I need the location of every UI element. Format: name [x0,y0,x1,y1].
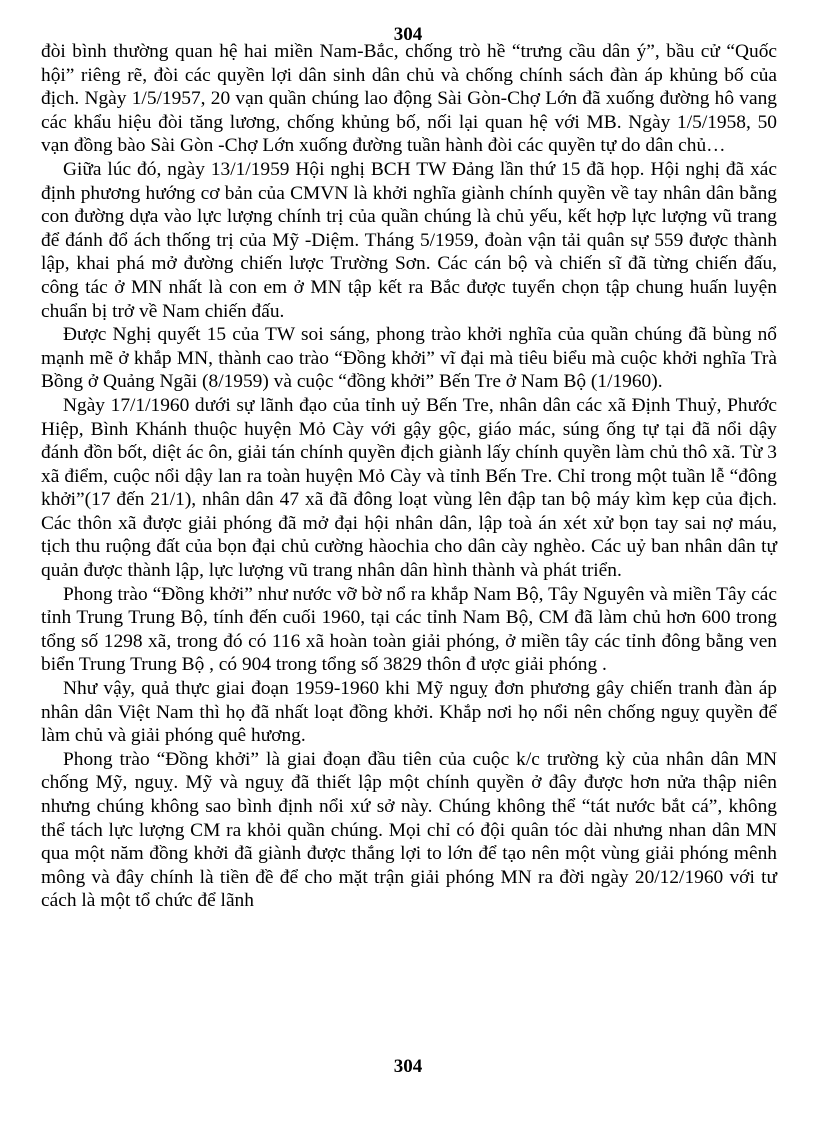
paragraph: Được Nghị quyết 15 của TW soi sáng, phong trào khởi nghĩa của quần chúng đã bùng nổ mạnh mẽ ở khắp MN, thành cao trào “Đồng khởi” vĩ đại mà tiêu biểu mà cuộc khởi nghĩa Trà Bồng ở Quảng Ngãi (8/1959) và cuộc “đồng khởi” Bến Tre ở Nam Bộ (1/1960). [41,324,777,393]
page-number-top: 304 [393,24,423,45]
body-text [41,40,777,913]
page-number-bottom: 304 [393,1056,423,1077]
paragraph: Phong trào “Đồng khởi” như nước vỡ bờ nổ ra khắp Nam Bộ, Tây Nguyên và miền Tây các tỉnh Trung Trung Bộ, tính đến cuối 1960, tại các tỉnh Nam Bộ, CM đã làm chủ hơn 600 trong tổng số 1298 xã, trong đó có 116 xã hoàn toàn giải phóng, ở miền tây các tỉnh đông bằng ven biển Trung Trung Bộ , có 904 trong tổng số 3829 thôn đ ược giải phóng . [41,583,777,676]
paragraph: Ngày 17/1/1960 dưới sự lãnh đạo của tỉnh uỷ Bến Tre, nhân dân các xã Định Thuỷ, Phước Hiệp, Bình Khánh thuộc huyện Mỏ Cày với gậy gộc, giáo mác, súng ống tự tại đã nổi dậy đánh đồn bốt, diệt ác ôn, giải tán chính quyền địch giành lấy chính quyền làm chủ thô xã. Từ 3 xã điểm, cuộc nổi dậy lan ra toàn huyện Mỏ Cày và tỉnh Bến Tre. Chỉ trong một tuần lễ “đông khởi”(17 đến 21/1), nhân dân 47 xã đã đông loạt vùng lên đập tan bộ máy kìm kẹp của địch. Các thôn xã được giải phóng đã mở đại hội nhân dân, lập toà án xét xử bọn tay sai nợ máu, tịch thu ruộng đất của bọn đại chủ cường hàochia cho dân cày nghèo. Các uỷ ban nhân dân tự quản được thành lập, lực lượng vũ trang nhân dân hình thành và phát triển. [41,394,777,582]
paragraph: Như vậy, quả thực giai đoạn 1959-1960 khi Mỹ nguỵ đơn phương gây chiến tranh đàn áp nhân dân Việt Nam thì họ đã nhất loạt đồng khởi. Khắp nơi họ nổi nên chống nguỵ quyền để làm chủ và giải phóng quê hương. [41,678,777,747]
paragraph: đòi bình thường quan hệ hai miền Nam-Bắc, chống trò hề “trưng cầu dân ý”, bầu cử “Quốc hội” riêng rẽ, đòi các quyền lợi dân sinh dân chủ và chống chính sách đàn áp khủng bố của địch. Ngày 1/5/1957, 20 vạn quần chúng lao động Sài Gòn-Chợ Lớn đã xuống đường hô vang các khẩu hiệu đòi tăng lương, chống khủng bố, nối lại quan hệ với MB. Ngày 1/5/1958, 50 vạn đồng bào Sài Gòn -Chợ Lớn xuống đường tuần hành đòi các quyền tự do dân chủ… [41,41,777,157]
paragraph: Phong trào “Đồng khởi” là giai đoạn đầu tiên của cuộc k/c trường kỳ của nhân dân MN chống Mỹ, nguỵ. Mỹ và nguỵ đã thiết lập một chính quyền ở đây được hơn nửa thập niên nhưng chúng không sao bình định nổi xứ sở này. Chúng không thể “tát nước bắt cá”, không thể tách lực lượng CM ra khỏi quần chúng. Mọi chỉ có đội quân tóc dài nhưng nhan dân MN qua một năm đồng khởi đã giành được thắng lợi to lớn để tạo nên một vùng giải phóng mênh mông và đây chính là tiền đề để cho mặt trận giải phóng MN ra đời ngày 20/12/1960 với tư cách là một tổ chức để lãnh [41,748,777,912]
paragraph: Giữa lúc đó, ngày 13/1/1959 Hội nghị BCH TW Đảng lần thứ 15 đã họp. Hội nghị đã xác định phương hướng cơ bản của CMVN là khởi nghĩa giành chính quyền về tay nhân dân bằng con đường dựa vào lực lượng chính trị của quần chúng là chủ yếu, kết hợp lực lượng vũ trang để đánh đổ ách thống trị của Mỹ -Diệm. Tháng 5/1959, đoàn vận tải quân sự 559 được thành lập, khai phá mở đường chiến lược Trường Sơn. Các cán bộ và chiến sĩ đã từng chiến đấu, công tác ở MN nhất là con em ở MN tập kết ra Bắc được tuyển chọn tập chung huấn luyện chuẩn bị trở về Nam chiến đấu. [41,158,777,322]
